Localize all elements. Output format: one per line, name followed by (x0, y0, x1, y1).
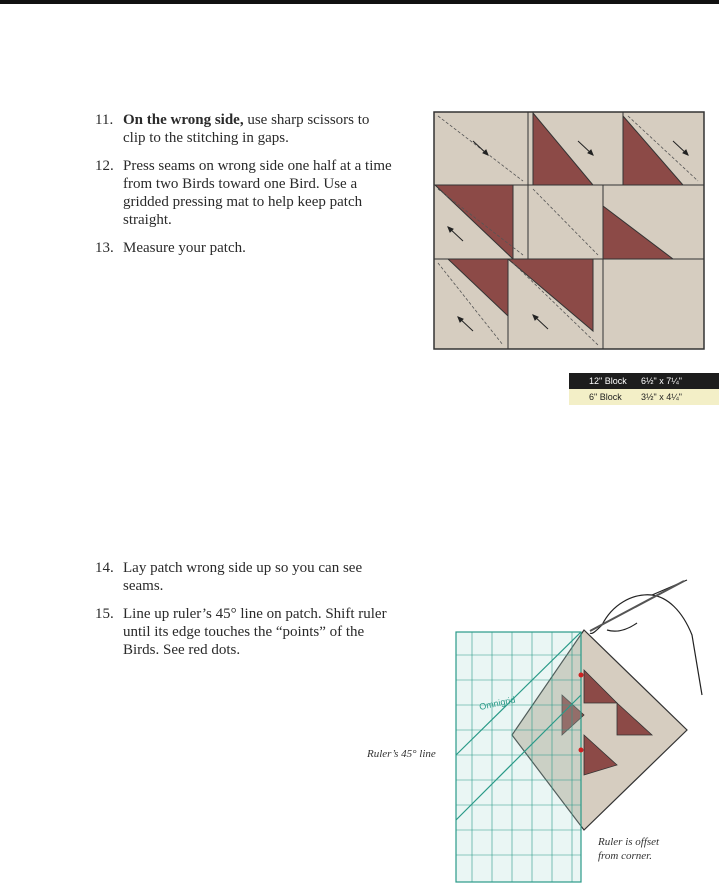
step-11 (95, 111, 395, 147)
red-dot (579, 673, 584, 678)
step-number: 11. (95, 112, 114, 128)
step-15 (95, 605, 395, 659)
step-text: Measure your patch. (123, 240, 246, 256)
step-text: Lay patch wrong side up so you can see seams. (123, 560, 363, 594)
caption-offset: Ruler is offset from corner. (598, 836, 660, 862)
size-row: 6" Block 3½" x 4¼" (569, 389, 719, 405)
steps-bottom (95, 559, 395, 669)
caption-ruler-45: Ruler’s 45° line (367, 748, 436, 760)
ruler-brand: Omnigrid (478, 694, 517, 712)
step-number: 13. (95, 240, 114, 256)
size-row: 12" Block 6½" x 7¼" (569, 373, 719, 389)
step-text: Line up ruler’s 45° line on patch. Shift ruler until its edge touches the “points” of the Birds. See red dots. (123, 606, 387, 658)
red-dot (579, 748, 584, 753)
step-text: Press seams on wrong side one half at a time from two Birds toward one Bird. Use a gridded pressing mat to help keep patch straight. (123, 158, 392, 228)
top-rule (0, 0, 719, 4)
size-table (569, 373, 719, 405)
step-12 (95, 157, 395, 229)
step-number: 14. (95, 560, 114, 576)
step-14 (95, 559, 395, 595)
step-number: 15. (95, 606, 114, 622)
step-13 (95, 239, 395, 257)
step-text: use sharp scissors to clip to the stitching in gaps. (123, 112, 370, 146)
block-diagram (433, 111, 705, 350)
steps-top (95, 111, 395, 267)
step-bold: On the wrong side, (123, 112, 244, 128)
step-number: 12. (95, 158, 114, 174)
